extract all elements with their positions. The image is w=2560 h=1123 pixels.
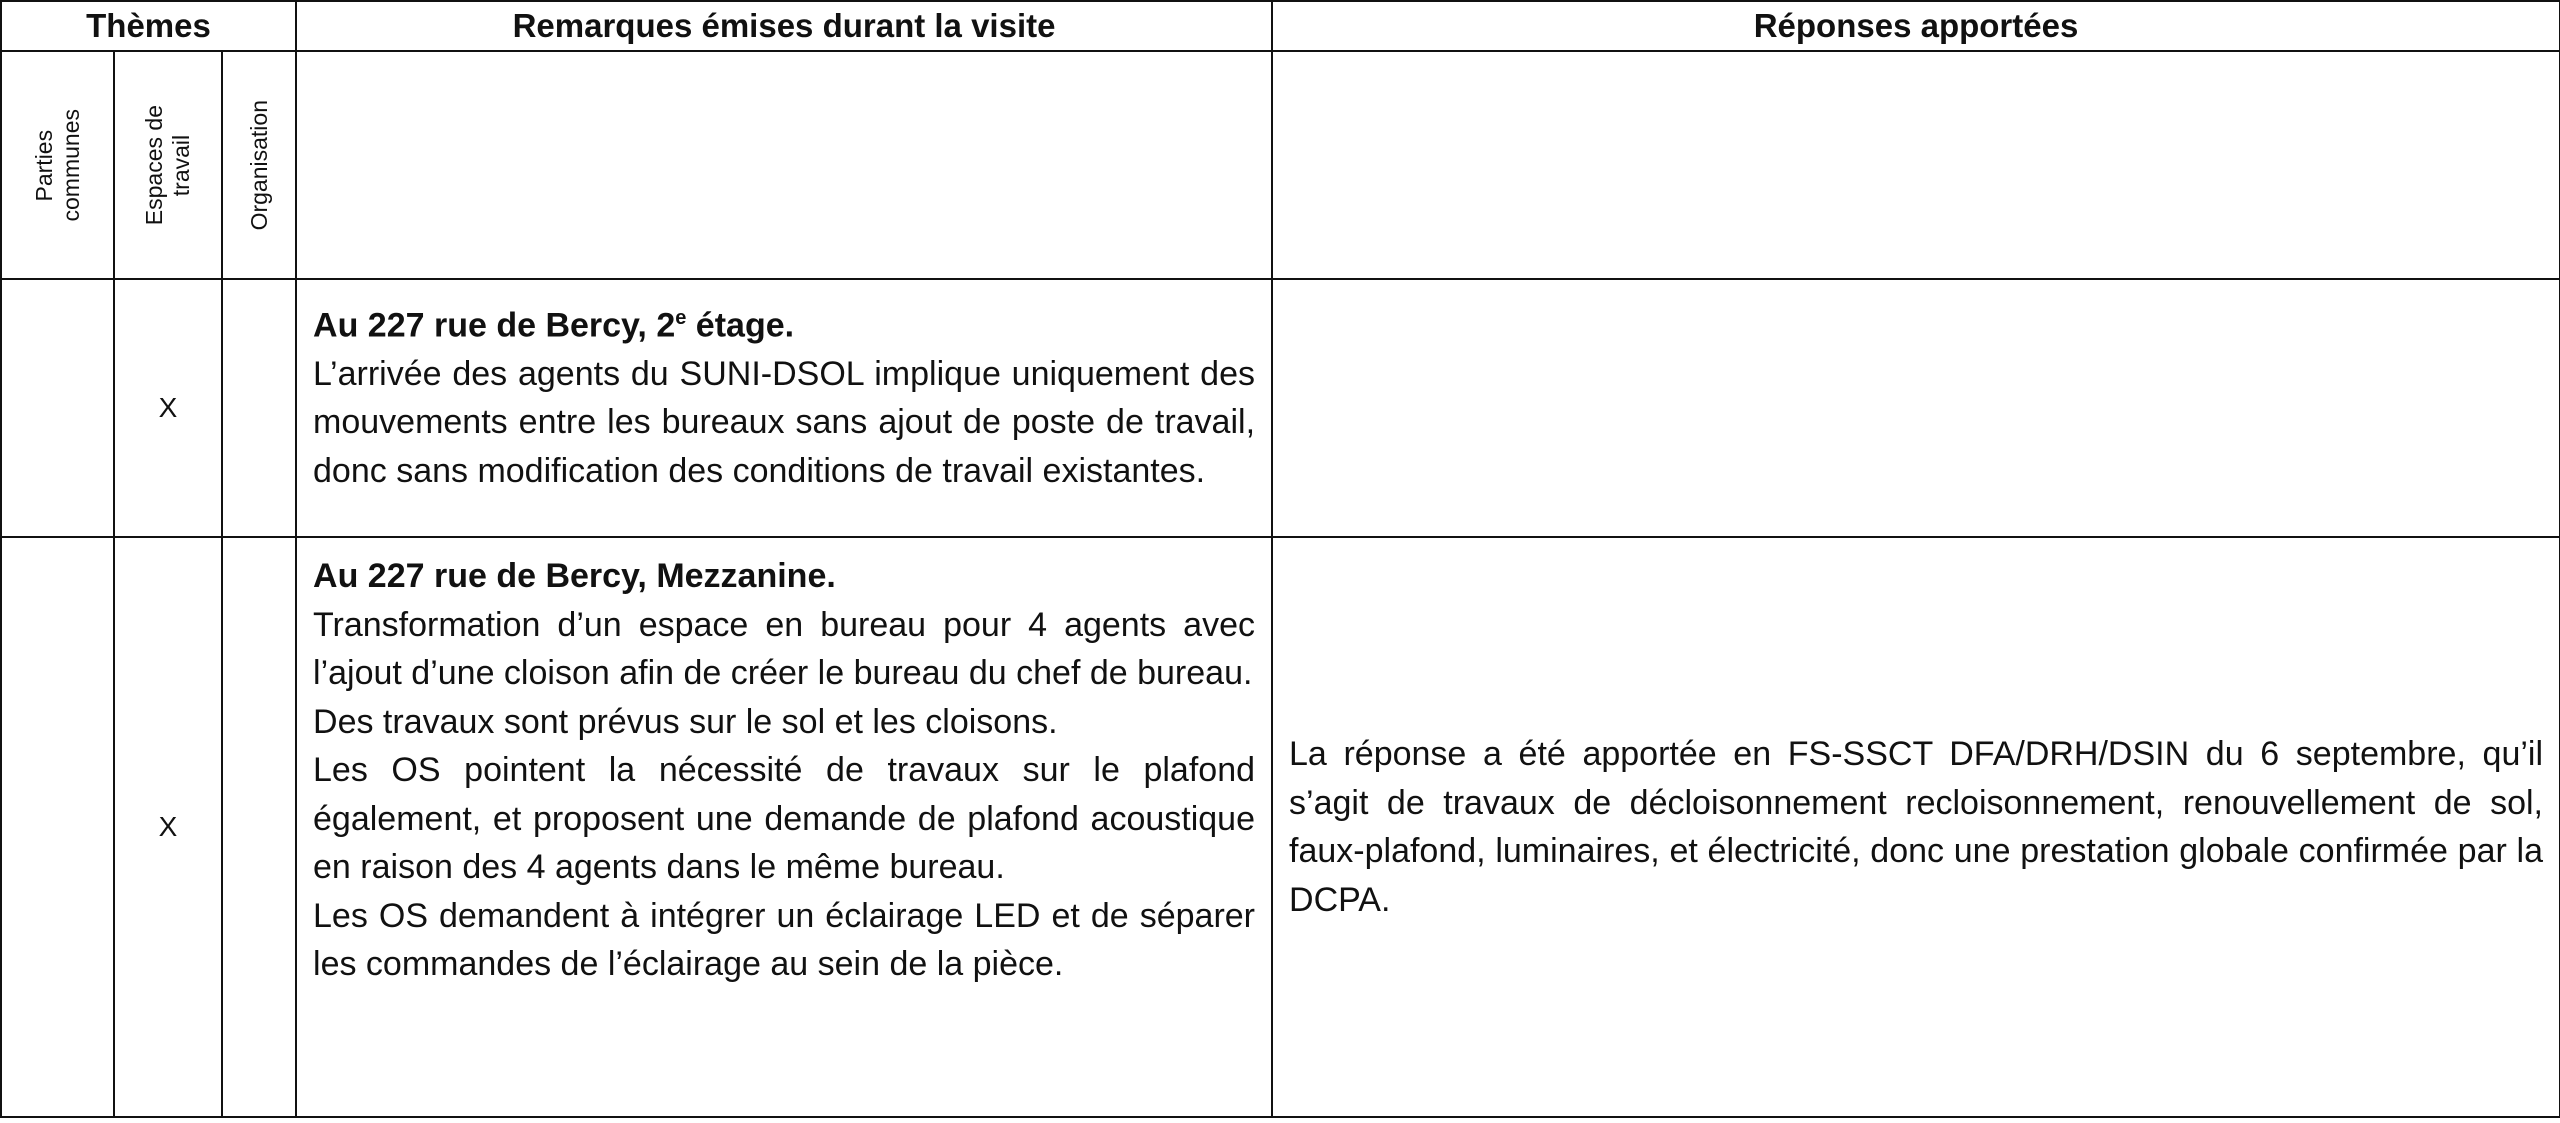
subheader-organisation-cell <box>222 51 296 279</box>
remark-paragraph: Des travaux sont prévus sur le sol et les cloisons. <box>313 702 1058 741</box>
response-cell: La réponse a été apportée en FS-SSCT DFA/DRH/DSIN du 6 septembre, qu’il s’agit de travaux de décloisonnement recloisonnement, renouvellement de sol, faux-plafond, luminaires, et électricité, donc une prestation globale confirmée par la DCPA. <box>1272 537 2560 1117</box>
mark-organisation <box>222 537 296 1117</box>
mark-organisation <box>222 279 296 537</box>
subheader-row <box>1 51 2560 279</box>
response-cell <box>1272 279 2560 537</box>
subheader-espaces-de-travail-cell <box>114 51 222 279</box>
remark-paragraph: Transformation d’un espace en bureau pour 4 agents avec l’ajout d’une cloison afin de créer le bureau du chef de bureau. <box>313 605 1256 692</box>
subheader-parties-communes: Parties communes <box>30 108 84 222</box>
mark-parties-communes <box>1 279 114 537</box>
remark-title: Au 227 rue de Bercy, Mezzanine. <box>313 557 836 595</box>
subheader-parties-communes-cell <box>1 51 114 279</box>
table-row <box>1 279 2560 537</box>
header-responses: Réponses apportées <box>1272 1 2560 51</box>
subheader-empty-remarks <box>296 51 1272 279</box>
mark-parties-communes <box>1 537 114 1117</box>
subheader-espaces-de-travail: Espaces de travail <box>141 104 194 226</box>
table-row <box>1 537 2560 1117</box>
remark-cell <box>296 537 1272 1117</box>
mark-espaces-de-travail: X <box>114 537 222 1117</box>
subheader-empty-responses <box>1272 51 2560 279</box>
remark-paragraph: L’arrivée des agents du SUNI-DSOL implique uniquement des mouvements entre les bureaux sans ajout de poste de travail, donc sans modification des conditions de travail existantes. <box>313 354 1256 490</box>
remark-cell <box>296 279 1272 537</box>
remark-title: Au 227 rue de Bercy, 2e étage. <box>313 306 795 345</box>
remark-paragraph: Les OS demandent à intégrer un éclairage LED et de séparer les commandes de l’éclairage au sein de la pièce. <box>313 896 1256 983</box>
mark-espaces-de-travail: X <box>114 279 222 537</box>
header-remarks: Remarques émises durant la visite <box>296 1 1272 51</box>
header-row <box>1 1 2560 51</box>
subheader-organisation: Organisation <box>245 99 272 231</box>
header-themes: Thèmes <box>1 1 296 51</box>
remark-paragraph: Les OS pointent la nécessité de travaux sur le plafond également, et proposent une demande de plafond acoustique en raison des 4 agents dans le même bureau. <box>313 751 1256 886</box>
